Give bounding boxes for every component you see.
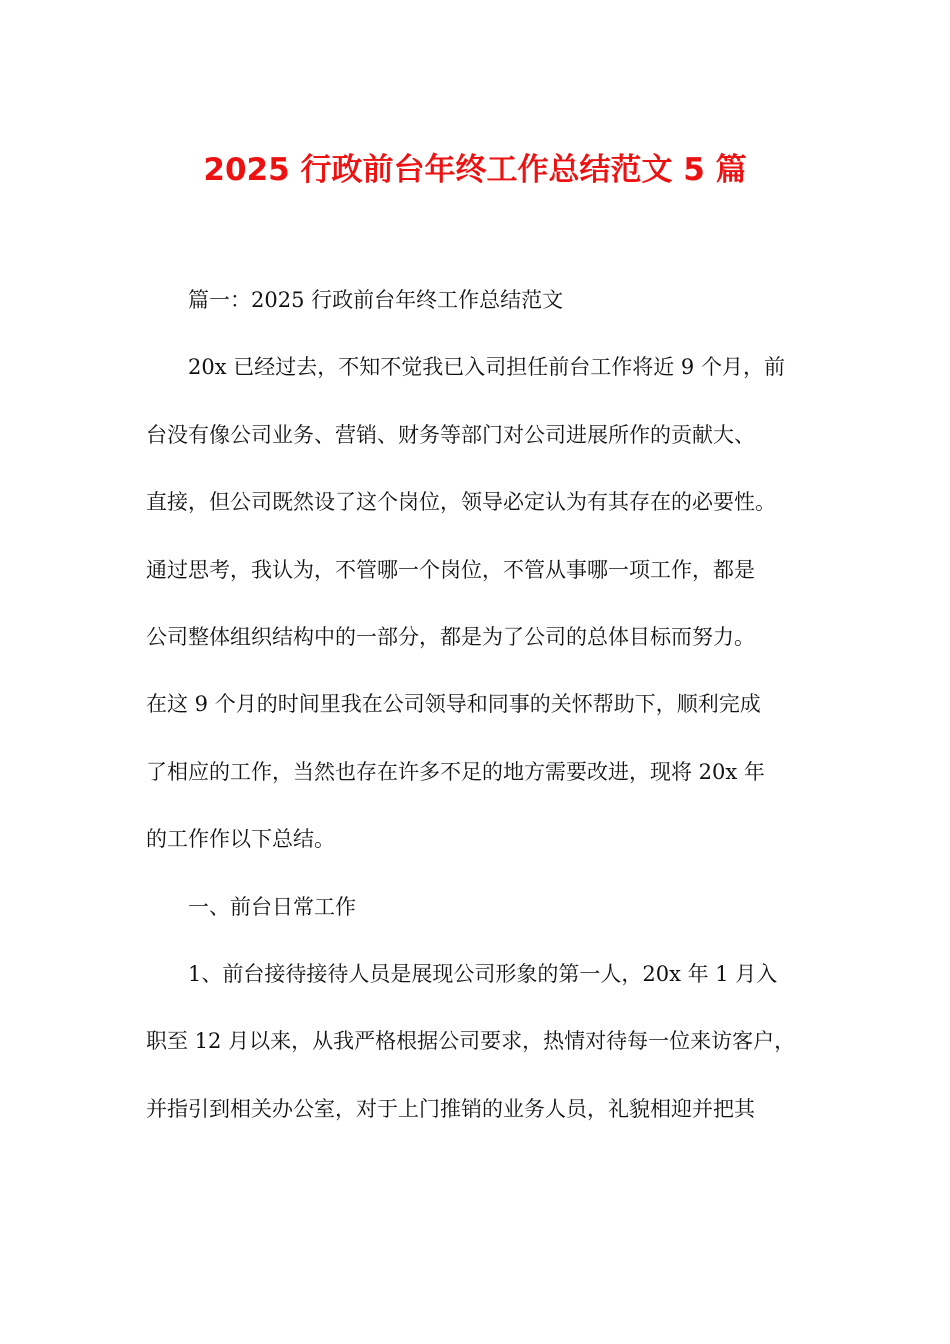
text-line: 20x 已经过去，不知不觉我已入司担任前台工作将近 9 个月，前 bbox=[188, 355, 785, 380]
text-line: 通过思考，我认为，不管哪一个岗位，不管从事哪一项工作，都是 bbox=[146, 557, 755, 582]
text-line: 职至 12 月以来，从我严格根据公司要求，热情对待每一位来访客户， bbox=[146, 1029, 796, 1054]
text-line: 篇一：2025 行政前台年终工作总结范文 bbox=[188, 288, 564, 312]
text-line: 公司整体组织结构中的一部分，都是为了公司的总体目标而努力。 bbox=[146, 624, 755, 649]
text-line: 台没有像公司业务、营销、财务等部门对公司进展所作的贡献大、 bbox=[146, 422, 755, 447]
text-line: 的工作作以下总结。 bbox=[146, 827, 335, 852]
text-line: 了相应的工作，当然也存在许多不足的地方需要改进，现将 20x 年 bbox=[146, 759, 765, 784]
text-line: 并指引到相关办公室，对于上门推销的业务人员，礼貌相迎并把其 bbox=[146, 1096, 755, 1121]
document-body bbox=[146, 280, 816, 1156]
document-title: 2025 行政前台年终工作总结范文 5 篇 bbox=[203, 152, 747, 188]
text-line: 在这 9 个月的时间里我在公司领导和同事的关怀帮助下，顺利完成 bbox=[146, 692, 761, 717]
text-line: 一、前台日常工作 bbox=[188, 894, 356, 919]
text-line: 1、前台接待接待人员是展现公司形象的第一人，20x 年 1 月入 bbox=[188, 961, 778, 986]
text-line: 直接，但公司既然设了这个岗位，领导必定认为有其存在的必要性。 bbox=[146, 490, 776, 515]
